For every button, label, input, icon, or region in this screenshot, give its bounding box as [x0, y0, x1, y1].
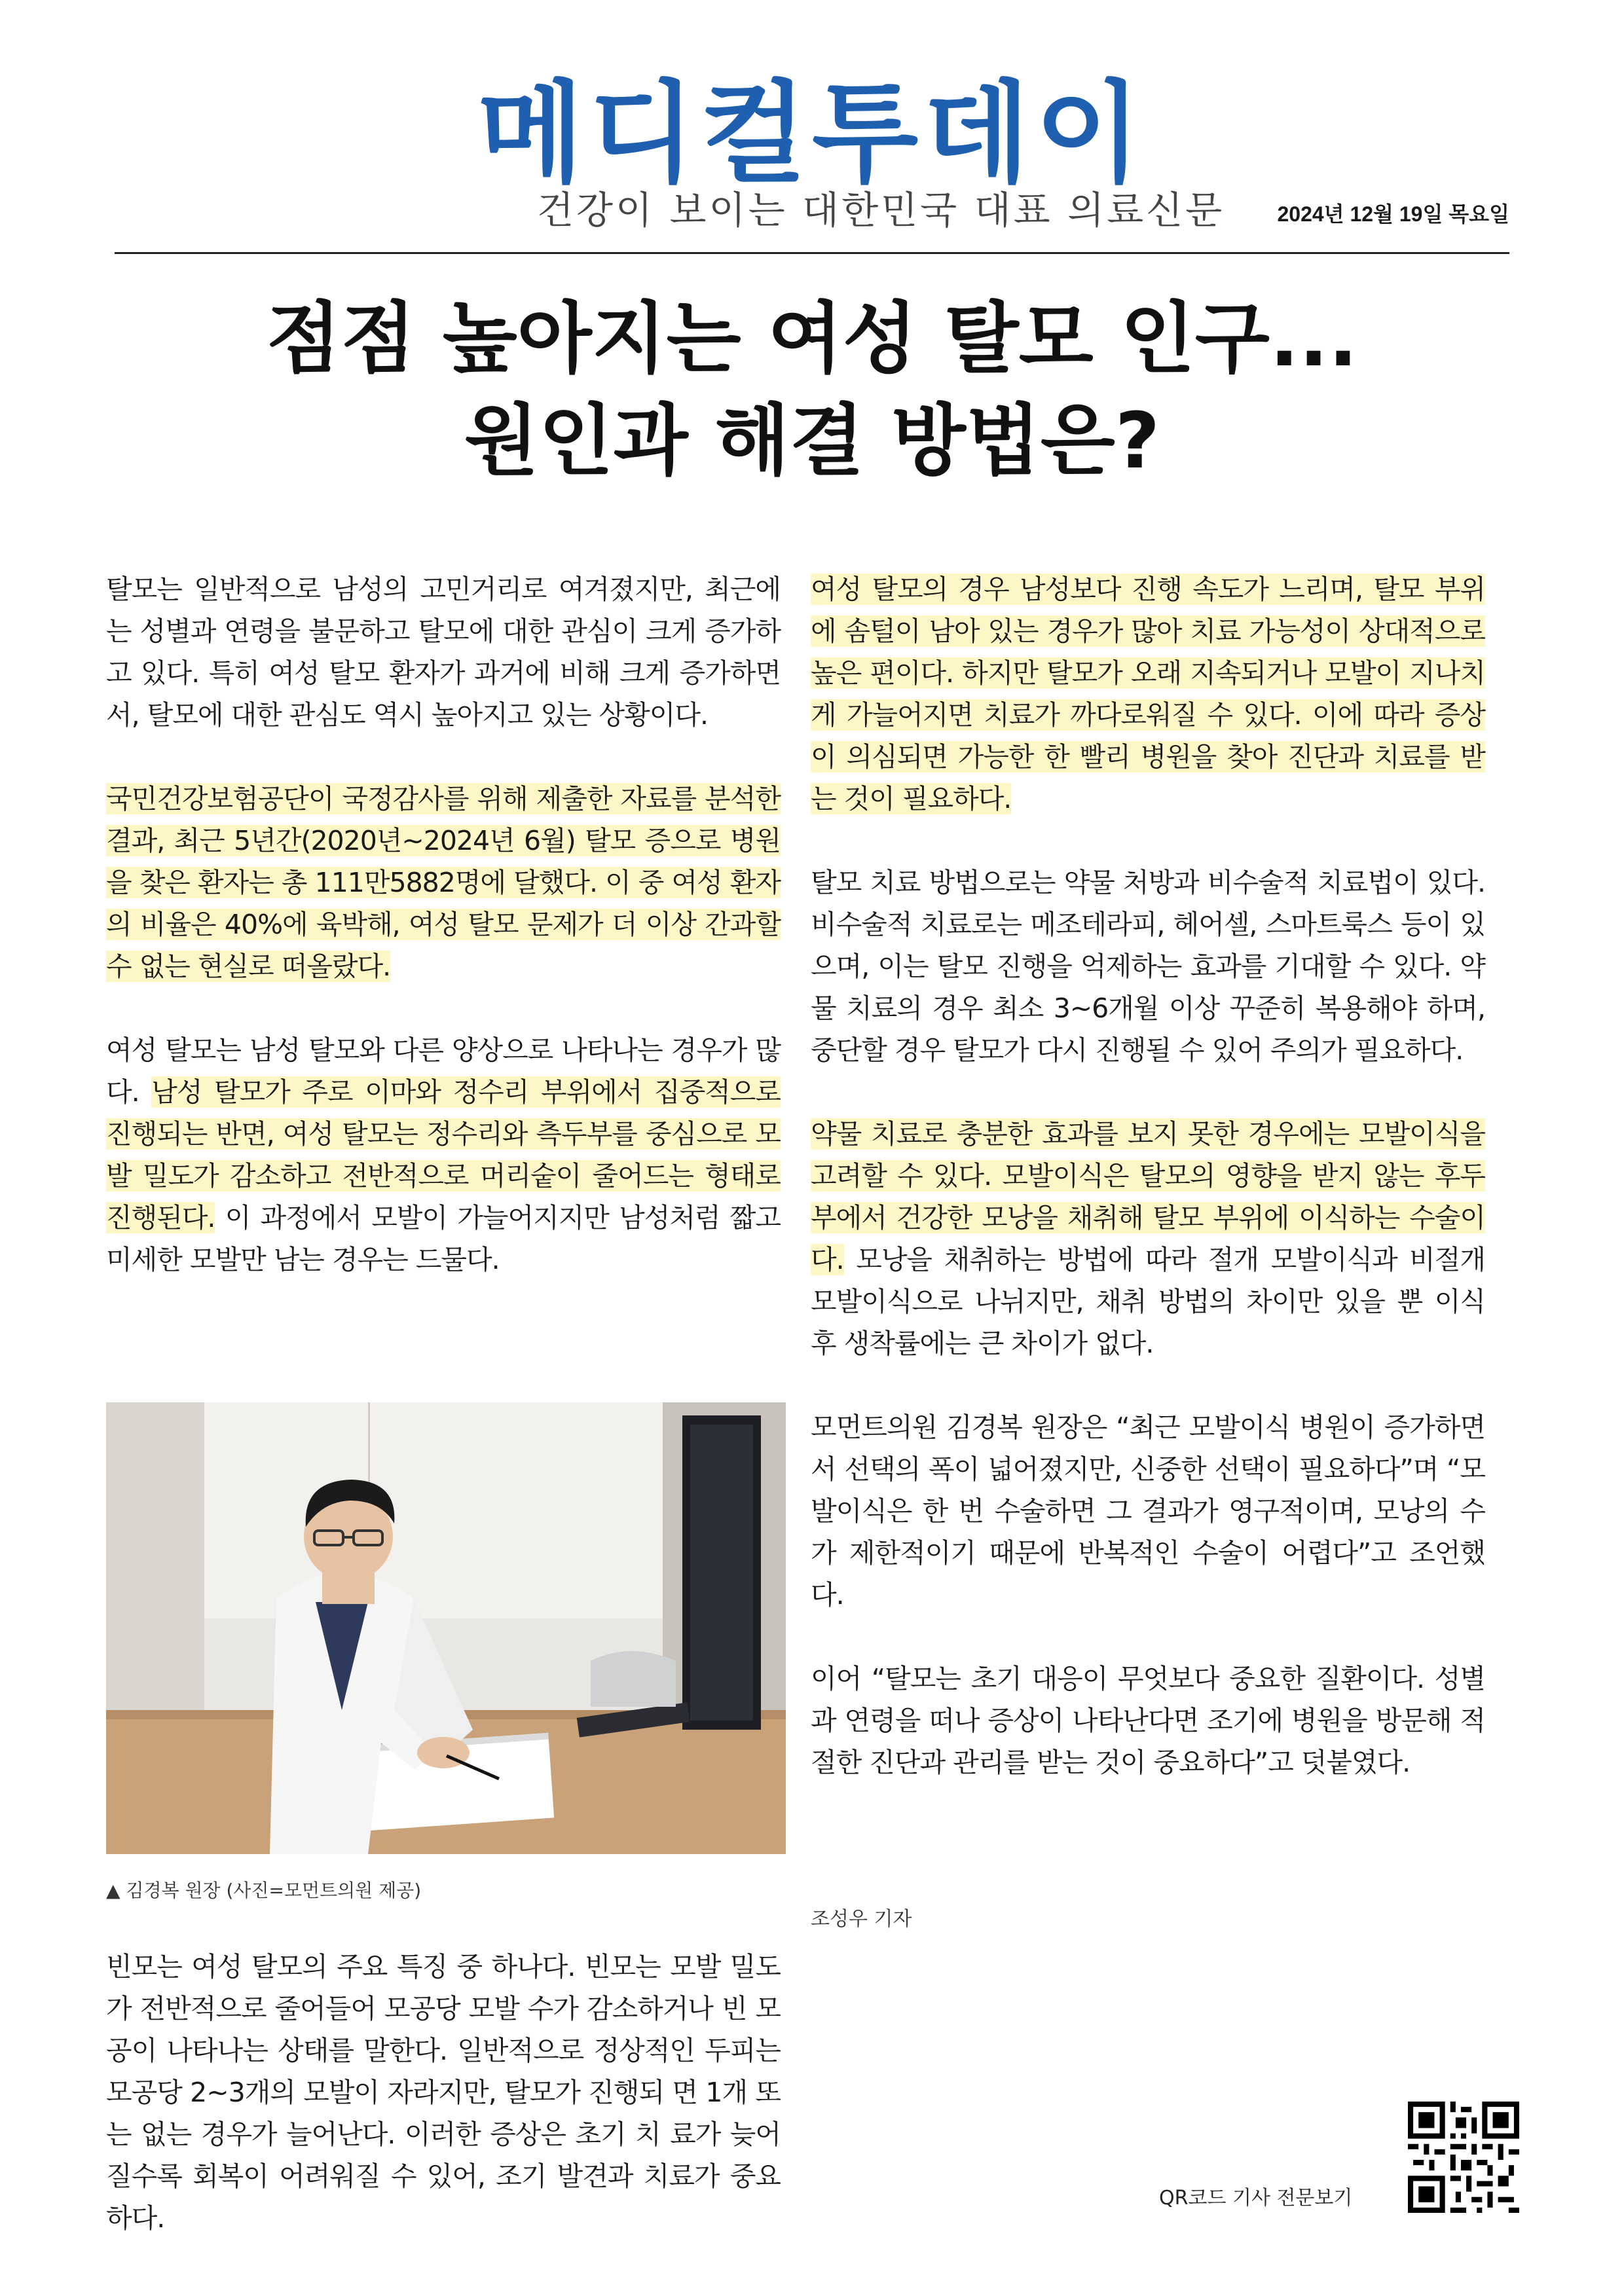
bottom-left-column: [106, 1946, 781, 2281]
masthead: [0, 69, 1624, 198]
paragraph-5: [811, 568, 1485, 820]
paragraph-3-text-a: 여성 탈모는 남성 탈모와 다른 양상으로 나타나는 경우가 많다.: [106, 1034, 781, 1108]
doctor-at-desk-image: [106, 1402, 786, 1854]
paragraph-8: 모먼트의원 김경복 원장은 “최근 모발이식 병원이 증가하면서 선택의 폭이 넓어졌지만, 신중한 선택이 필요하다”며 “모발이식은 한 번 수술하면 그 결과가 영구적이며, 모낭의 수가 제한적이기 때문에 반복적인 수술이 어렵다”고 조언했다.: [811, 1412, 1485, 1611]
left-column: [106, 568, 781, 1322]
headline-line-2: 원인과 해결 방법은?: [464, 395, 1160, 486]
paragraph-3: [106, 1029, 781, 1281]
headline-line-1: 점점 높아지는 여성 탈모 인구...: [266, 293, 1358, 384]
paragraph-3-text-b: 이 과정에서 모발이 가늘어지지만 남성처럼 짧고 미세한 모발만 남는 경우는 드물다.: [106, 1202, 781, 1275]
highlighted-text: 남성 탈모가 주로 이마와 정수리 부위에서 집중적으로 진행되는 반면, 여성 탈모는 정수리와 측두부를 중심으로 모발 밀도가 감소하고 전반적으로 머리숱이 줄어드는 형태로 진행된다.: [106, 1076, 781, 1233]
paragraph-7: [811, 1113, 1485, 1364]
paragraph-4: 빈모는 여성 탈모의 주요 특징 중 하나다. 빈모는 모발 밀도가 전반적으로 줄어들어 모공당 모발 수가 감소하거나 빈 모공이 나타나는 상태를 말한다. 일반적으로 정상적인 두피는 모공당 2~3개의 모발이 자라지만, 탈모가 진행되 면 1개 또는 없는 경우가 늘어난다. 이러한 증상은 초기 치 료가 늦어질수록 회복이 어려워질 수 있어, 조기 발견과 치료가 중요하다.: [106, 1951, 781, 2234]
paragraph-9: 이어 “탈모는 초기 대응이 무엇보다 중요한 질환이다. 성별과 연령을 떠나 증상이 나타난다면 조기에 병원을 방문해 적절한 진단과 관리를 받는 것이 중요하다”고 덧붙였다.: [811, 1663, 1485, 1778]
newspaper-logo[interactable]: 메디컬투데이: [477, 69, 1147, 198]
qr-code-label: QR코드 기사 전문보기: [1159, 2187, 1353, 2210]
photo-caption: ▲ 김경복 원장 (사진=모먼트의원 제공): [106, 1880, 422, 1901]
paragraph-6: 탈모 치료 방법으로는 약물 처방과 비수술적 치료법이 있다. 비수술적 치료로는 메조테라피, 헤어셀, 스마트룩스 등이 있으며, 이는 탈모 진행을 억제하는 효과를 기대할 수 있다. 약물 치료의 경우 최소 3~6개월 이상 꾸준히 복용해야 하며, 중단할 경우 탈모가 다시 진행될 수 있어 주의가 필요하다.: [811, 867, 1485, 1066]
paragraph-1: 탈모는 일반적으로 남성의 고민거리로 여겨졌지만, 최근에는 성별과 연령을 불문하고 탈모에 대한 관심이 크게 증가하고 있다. 특히 여성 탈모 환자가 과거에 비해 크게 증가하면서, 탈모에 대한 관심도 역시 높아지고 있는 상황이다.: [106, 574, 781, 731]
issue-date: 2024년 12월 19일 목요일: [1277, 202, 1509, 226]
masthead-tagline: 건강이 보이는 대한민국 대표 의료신문: [537, 188, 1225, 232]
paragraph-2: [106, 778, 781, 987]
article-photo: [106, 1402, 786, 1854]
highlighted-text: 약물 치료로 충분한 효과를 보지 못한 경우에는 모발이식을 고려할 수 있다. 모발이식은 탈모의 영향을 받지 않는 후두부에서 건강한 모낭을 채취해 탈모 부위에 이식하는 수술이다.: [811, 1118, 1485, 1275]
qr-code-icon[interactable]: [1408, 2102, 1519, 2213]
reporter-byline: 조성우 기자: [811, 1908, 912, 1931]
article-headline: [0, 288, 1624, 492]
highlighted-text: 여성 탈모의 경우 남성보다 진행 속도가 느리며, 탈모 부위에 솜털이 남아 있는 경우가 많아 치료 가능성이 상대적으로 높은 편이다. 하지만 탈모가 오래 지속되거나 모발이 지나치게 가늘어지면 치료가 까다로워질 수 있다. 이에 따라 증상이 의심되면 가능한 한 빨리 병원을 찾아 진단과 치료를 받는 것이 필요하다.: [811, 574, 1485, 814]
header-divider: [115, 252, 1509, 254]
paragraph-7-text-b: 모낭을 채취하는 방법에 따라 절개 모발이식과 비절개 모발이식으로 나뉘지만, 채취 방법의 차이만 있을 뿐 이식 후 생착률에는 큰 차이가 없다.: [811, 1244, 1485, 1359]
highlighted-text: 국민건강보험공단이 국정감사를 위해 제출한 자료를 분석한 결과, 최근 5년간(2020년~2024년 6월) 탈모 증으로 병원을 찾은 환자는 총 111만5882명에 달했다. 이 중 여성 환자의 비율은 40%에 육박해, 여성 탈모 문제가 더 이상 간과할 수 없는 현실로 떠올랐다.: [106, 783, 781, 982]
right-column: [811, 568, 1485, 1825]
